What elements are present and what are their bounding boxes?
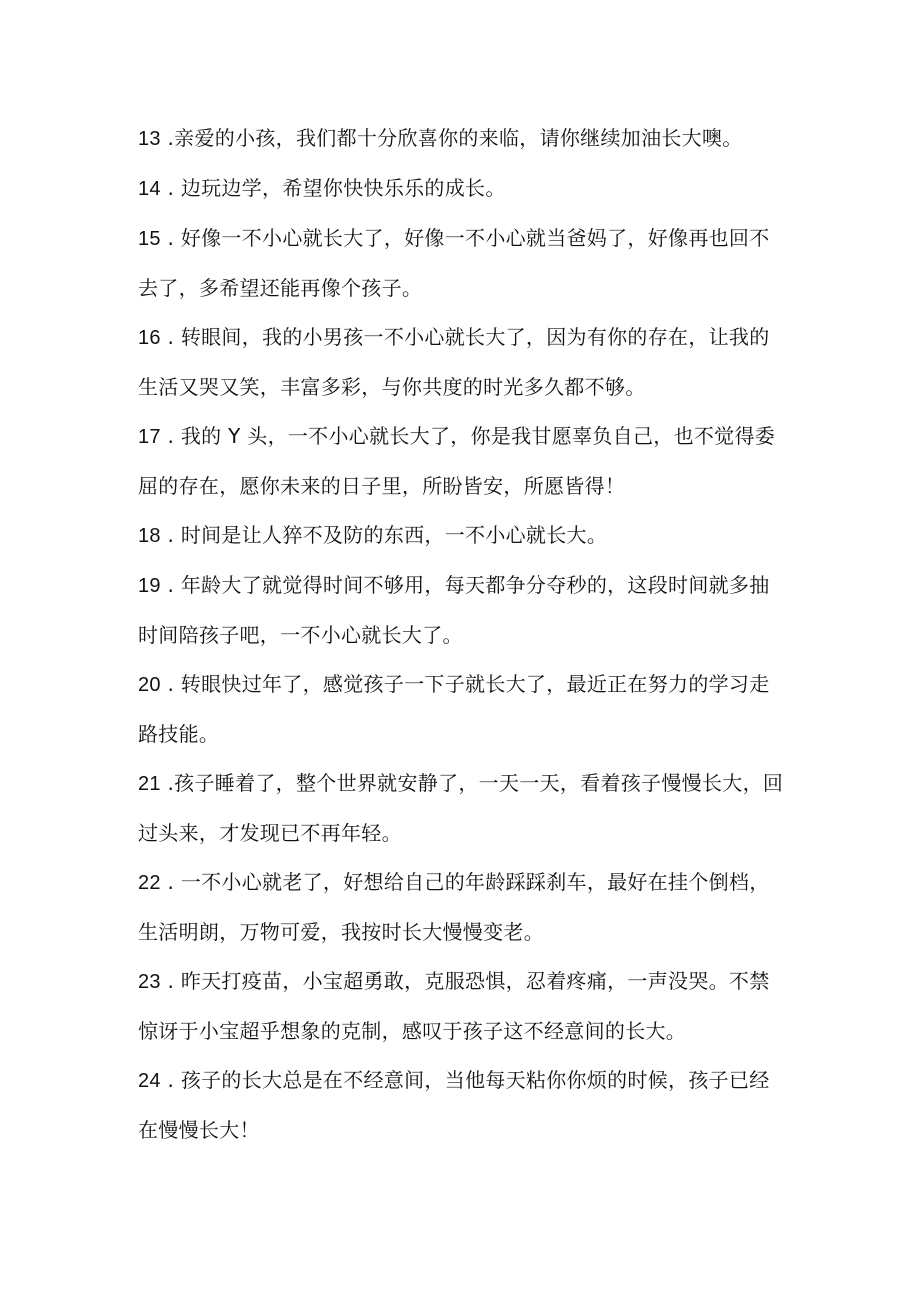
item-text: . 孩子的长大总是在不经意间，当他每天粘你你烦的时候，孩子已经在慢慢长大！ xyxy=(138,1068,770,1142)
list-item xyxy=(138,511,788,561)
item-text: . 边玩边学，希望你快快乐乐的成长。 xyxy=(160,176,506,200)
item-number: 18 xyxy=(138,525,161,547)
list-item xyxy=(138,561,788,660)
item-number: 23 xyxy=(138,971,161,993)
list-item xyxy=(138,660,788,759)
item-text: . 昨天打疫苗，小宝超勇敢，克服恐惧，忍着疼痛，一声没哭。不禁惊讶于小宝超乎想象的克制，感叹于孩子这不经意间的长大。 xyxy=(138,969,770,1043)
item-number: 14 xyxy=(138,178,161,200)
item-number: 22 xyxy=(138,872,161,894)
item-number: 19 xyxy=(138,575,161,597)
item-number: 21 xyxy=(138,773,161,795)
list-item xyxy=(138,214,788,313)
item-text: . 转眼快过年了，感觉孩子一下子就长大了，最近正在努力的学习走路技能。 xyxy=(138,672,770,746)
list-item xyxy=(138,164,788,214)
item-text: . 时间是让人猝不及防的东西，一不小心就长大。 xyxy=(160,523,608,547)
document-body xyxy=(138,114,788,1155)
item-text: .亲爱的小孩，我们都十分欣喜你的来临，请你继续加油长大噢。 xyxy=(160,126,743,150)
item-number: 15 xyxy=(138,228,161,250)
item-number: 17 xyxy=(138,426,161,448)
item-text: . 我的 Y 头，一不小心就长大了，你是我甘愿辜负自己，也不觉得委屈的存在，愿你未来的日子里，所盼皆安，所愿皆得！ xyxy=(138,424,776,498)
item-number: 20 xyxy=(138,674,161,696)
list-item xyxy=(138,957,788,1056)
item-number: 13 xyxy=(138,128,161,150)
list-item xyxy=(138,412,788,511)
list-item xyxy=(138,313,788,412)
list-item xyxy=(138,114,788,164)
item-text: . 好像一不小心就长大了，好像一不小心就当爸妈了，好像再也回不去了，多希望还能再像个孩子。 xyxy=(138,226,770,300)
item-text: . 转眼间，我的小男孩一不小心就长大了，因为有你的存在，让我的生活又哭又笑，丰富多彩，与你共度的时光多久都不够。 xyxy=(138,325,770,399)
list-item xyxy=(138,759,788,858)
list-item xyxy=(138,1056,788,1155)
item-text: .孩子睡着了，整个世界就安静了，一天一天，看着孩子慢慢长大，回过头来，才发现已不再年轻。 xyxy=(138,771,784,845)
item-text: . 年龄大了就觉得时间不够用，每天都争分夺秒的，这段时间就多抽时间陪孩子吧，一不小心就长大了。 xyxy=(138,573,770,647)
item-text: . 一不小心就老了，好想给自己的年龄踩踩刹车，最好在挂个倒档，生活明朗，万物可爱，我按时长大慢慢变老。 xyxy=(138,870,770,944)
item-number: 16 xyxy=(138,327,161,349)
list-item xyxy=(138,858,788,957)
item-number: 24 xyxy=(138,1070,161,1092)
